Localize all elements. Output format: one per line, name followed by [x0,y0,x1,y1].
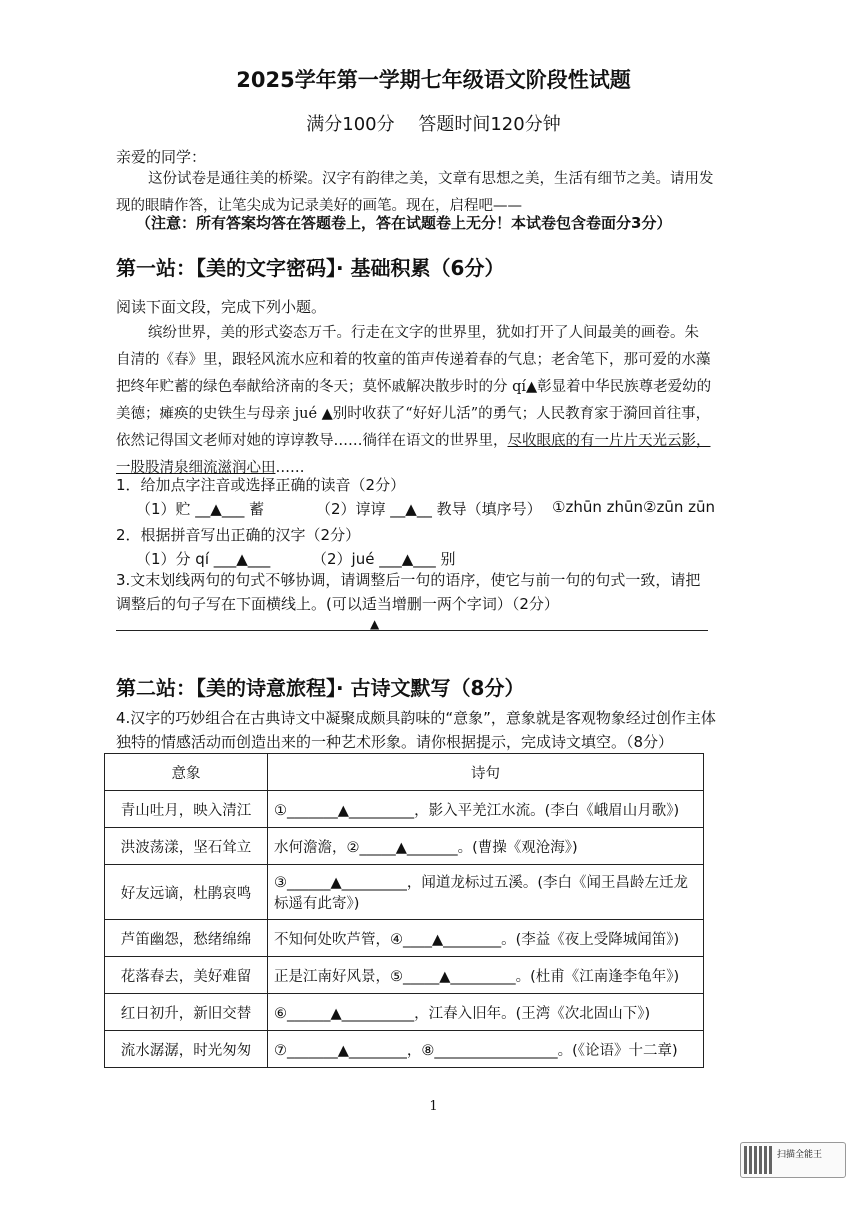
table-header-row [105,754,704,791]
verse-cell: ③______▲_________，闻道龙标过五溪。(李白《闻王昌龄左迁龙标遥有此寄》) [268,865,704,920]
table-row [105,994,704,1031]
q1-option-1: （1）贮 __▲___ 蓄 [136,500,265,518]
verse-cell: ⑥______▲__________，江春入旧年。(王湾《次北固山下》) [268,994,704,1031]
exam-subtitle: 满分100分 答题时间120分钟 [306,114,561,135]
table-header-cell: 意象 [105,754,268,791]
answer-mark: ▲ [370,617,380,631]
intro-paragraph: 这份试卷是通往美的桥梁。汉字有韵律之美，文章有思想之美，生活有细节之美。请用发现的眼睛作答，让笔尖成为记录美好的画笔。现在，启程吧—— [116,171,714,214]
section1-instruction: 阅读下面文段，完成下列小题。 [116,298,327,316]
verse-cell: ⑦_______▲________，⑧_________________。(《论语》十二章) [268,1031,704,1068]
question-4: 4.汉字的巧妙组合在古典诗文中凝聚成颇具韵味的“意象”，意象就是客观物象经过创作主体独特的情感活动而创造出来的一种艺术形象。请你根据提示，完成诗文填空。（8分） [116,709,716,751]
section2-heading: 第二站：【美的诗意旅程】· 古诗文默写（8分） [116,676,525,700]
verse-cell: 不知何处吹芦管，④____▲________。(李益《夜上受降城闻笛》) [268,920,704,957]
question-3: 3.文末划线两句的句式不够协调，请调整后一句的语序，使它与前一句的句式一致，请把调整后的句子写在下面横线上。(可以适当增删一两个字词）（2分） [116,571,701,613]
table-row [105,920,704,957]
page-number: 1 [429,1099,438,1114]
verse-cell: 正是江南好风景，⑤_____▲_________。(杜甫《江南逢李龟年》) [268,957,704,994]
scanner-watermark-label: 扫描全能王 [777,1150,823,1160]
verse-cell: 水何澹澹，②_____▲_______。(曹操《观沧海》) [268,828,704,865]
imagery-cell: 洪波荡漾，坚石耸立 [105,828,268,865]
question-1: 1．给加点字注音或选择正确的读音（2分） [116,476,406,494]
notice: （注意：所有答案均答在答题卷上，答在试题卷上无分！本试卷包含卷面分3分） [136,214,672,232]
table-row [105,957,704,994]
poem-table [104,753,704,1068]
imagery-cell: 花落春去，美好难留 [105,957,268,994]
section1-heading: 第一站：【美的文字密码】· 基础积累（6分） [116,256,505,280]
imagery-cell: 青山吐月，映入清江 [105,791,268,828]
table-header-cell: 诗句 [268,754,704,791]
exam-title: 2025学年第一学期七年级语文阶段性试题 [236,68,631,92]
imagery-cell: 好友远谪，杜鹃哀鸣 [105,865,268,920]
reading-passage [116,320,712,482]
table-row [105,828,704,865]
imagery-cell: 芦笛幽怨，愁绪绵绵 [105,920,268,957]
passage-main: 缤纷世界，美的形式姿态万千。行走在文字的世界里，犹如打开了人间最美的画卷。朱自清的《春》里，跟轻风流水应和着的牧童的笛声传递着春的气息；老舍笔下，那可爱的水藻把终年贮蓄的绿色奉献给济南的冬天；莫怀戚解决散步时的分 qí▲彰显着中华民族尊老爱幼的美德；瘫痪的史铁生与母亲 jué ▲别时收获了“好好儿活”的勇气；人民教育家于漪回首往事，依然记得国文老师对她的谆谆教导……徜徉在语文的世界里， [116,325,712,449]
q2-option-2: （2）jué ___▲___ 别 [312,550,456,568]
q2-option-1: （1）分 qí ___▲___ [136,550,271,568]
imagery-cell: 流水潺潺，时光匆匆 [105,1031,268,1068]
verse-cell: ①_______▲_________，影入平羌江水流。(李白《峨眉山月歌》) [268,791,704,828]
table-row [105,1031,704,1068]
q1-option-2: （2）谆谆 __▲__ 教导（填序号） [316,500,542,518]
passage-underlined: 尽收眼底的有一片片天光云影，一股股清泉细流滋润心田 [116,433,711,476]
question-2: 2．根据拼音写出正确的汉字（2分） [116,526,361,544]
qr-code-icon [744,1146,772,1174]
answer-line [116,630,708,631]
table-row [105,791,704,828]
passage-end: …… [275,460,305,476]
greeting: 亲爱的同学： [116,148,207,166]
scanner-watermark [740,1142,846,1178]
imagery-cell: 红日初升，新旧交替 [105,994,268,1031]
q1-choices: ①zhūn zhūn②zūn zūn [552,498,715,516]
table-row [105,865,704,920]
